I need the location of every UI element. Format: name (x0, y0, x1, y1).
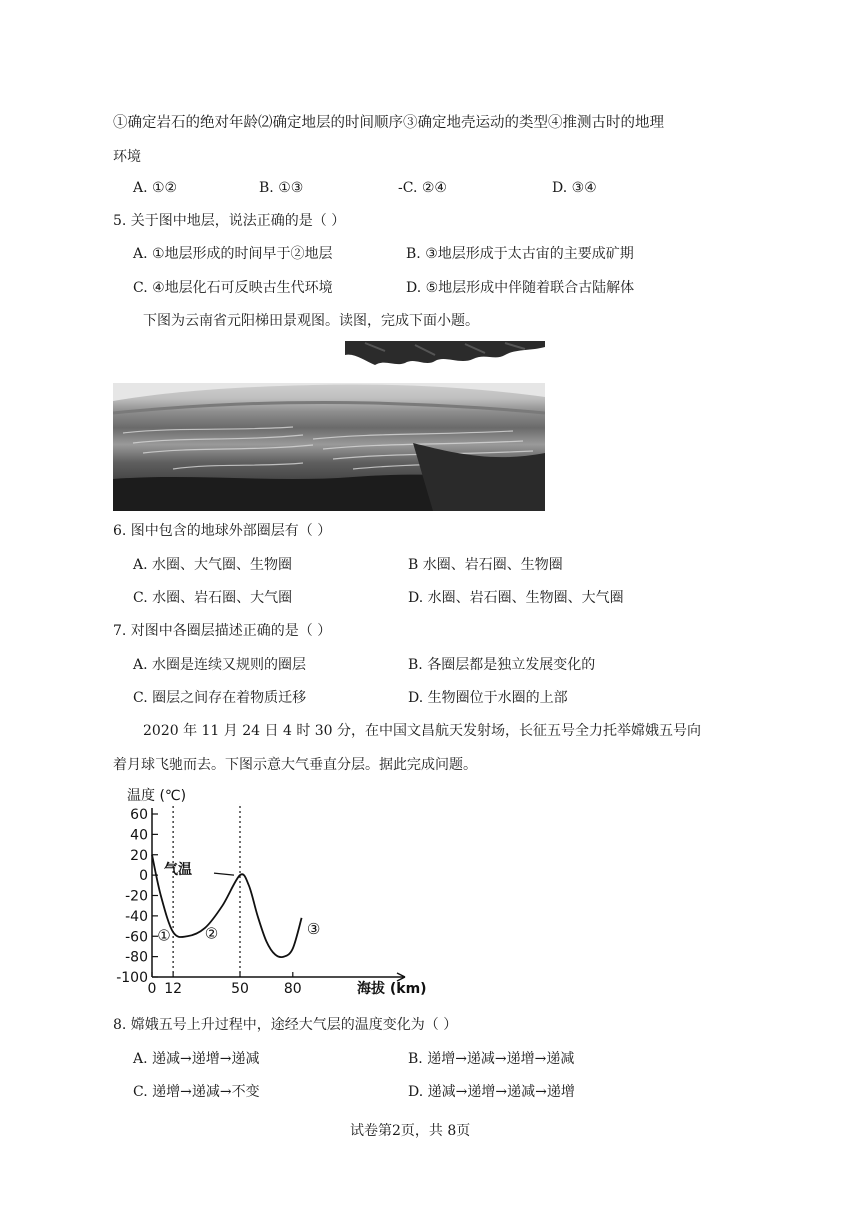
tree-foliage-image (345, 341, 545, 369)
atmosphere-temperature-chart (115, 784, 435, 1004)
y-tick-label: -20 (125, 888, 148, 905)
terrace-photo (113, 383, 545, 511)
y-tick-label: 40 (130, 827, 148, 844)
curve-label-leader (214, 873, 234, 875)
q6-option-c[interactable]: C. 水圈、岩石圈、大气圈 (133, 590, 293, 606)
q8-option-b[interactable]: B. 递增→递减→递增→递减 (408, 1051, 575, 1067)
launch-intro-line2: 着月球飞驰而去。下图示意大气垂直分层。据此完成问题。 (113, 757, 477, 773)
y-tick-label: -100 (116, 970, 148, 986)
q7-option-b[interactable]: B. 各圈层都是独立发展变化的 (408, 657, 596, 673)
page-footer: 试卷第2页，共 8页 (350, 1123, 471, 1139)
y-tick-label: -40 (125, 908, 148, 925)
q6-option-a[interactable]: A. 水圈、大气圈、生物圈 (133, 557, 293, 573)
layer-label: ① (157, 926, 171, 945)
q5-option-d[interactable]: D. ⑤地层形成中伴随着联合古陆解体 (406, 280, 635, 296)
q4-option-a[interactable]: A. ①② (133, 180, 178, 196)
q7-option-c[interactable]: C. 圈层之间存在着物质迁移 (133, 690, 307, 706)
x-tick-label: 12 (164, 981, 183, 997)
q8-option-a[interactable]: A. 递减→递增→递减 (133, 1051, 260, 1067)
photo-intro: 下图为云南省元阳梯田景观图。读图，完成下面小题。 (143, 313, 479, 329)
chart-axes (116, 807, 405, 997)
q7-option-d[interactable]: D. 生物圈位于水圈的上部 (408, 690, 568, 706)
x-tick-label: 80 (283, 981, 302, 997)
q7-option-a[interactable]: A. 水圈是连续又规则的圈层 (133, 657, 307, 673)
x-tick-label: 50 (231, 981, 249, 997)
q8-option-c[interactable]: C. 递增→递减→不变 (133, 1084, 260, 1100)
q5-option-c[interactable]: C. ④地层化石可反映古生代环境 (133, 280, 333, 296)
y-tick-label: -80 (125, 949, 148, 966)
chart-marks (152, 806, 320, 977)
q4-option-d[interactable]: D. ③④ (552, 180, 597, 196)
x-axis-title: 海拔 (km) (357, 981, 427, 997)
q8-stem: 8. 嫦娥五号上升过程中，途经大气层的温度变化为（ ） (113, 1017, 458, 1033)
x-tick-label: 0 (147, 981, 157, 997)
q6-option-d[interactable]: D. 水圈、岩石圈、生物圈、大气圈 (408, 590, 624, 606)
launch-intro-line1: 2020 年 11 月 24 日 4 时 30 分，在中国文昌航天发射场，长征五号全力托举嫦娥五号向 (143, 723, 702, 739)
q5-stem: 5. 关于图中地层，说法正确的是（ ） (113, 213, 346, 229)
curve-label: 气温 (164, 862, 192, 879)
q4-statements: ①确定岩石的绝对年龄⑵确定地层的时间顺序③确定地壳运动的类型④推测古时的地理 (113, 115, 664, 131)
q4-option-c[interactable]: -C. ②④ (398, 180, 447, 196)
q8-option-d[interactable]: D. 递减→递增→递减→递增 (408, 1084, 575, 1100)
y-axis-title: 温度 (℃) (127, 788, 187, 804)
q4-option-b[interactable]: B. ①③ (259, 180, 304, 196)
layer-label: ② (204, 924, 219, 943)
q5-option-b[interactable]: B. ③地层形成于太古宙的主要成矿期 (406, 246, 634, 262)
q4-statements-wrap: 环境 (113, 149, 141, 165)
y-tick-label: 20 (130, 847, 148, 864)
q7-stem: 7. 对图中各圈层描述正确的是（ ） (113, 623, 332, 639)
y-tick-label: 0 (139, 868, 148, 885)
y-tick-label: -60 (125, 929, 148, 946)
q5-option-a[interactable]: A. ①地层形成的时间早于②地层 (133, 246, 333, 262)
y-tick-label: 60 (130, 807, 148, 823)
layer-label: ③ (306, 920, 321, 939)
q6-stem: 6. 图中包含的地球外部圈层有（ ） (113, 523, 332, 539)
q6-option-b[interactable]: B 水圈、岩石圈、生物圈 (408, 557, 563, 573)
